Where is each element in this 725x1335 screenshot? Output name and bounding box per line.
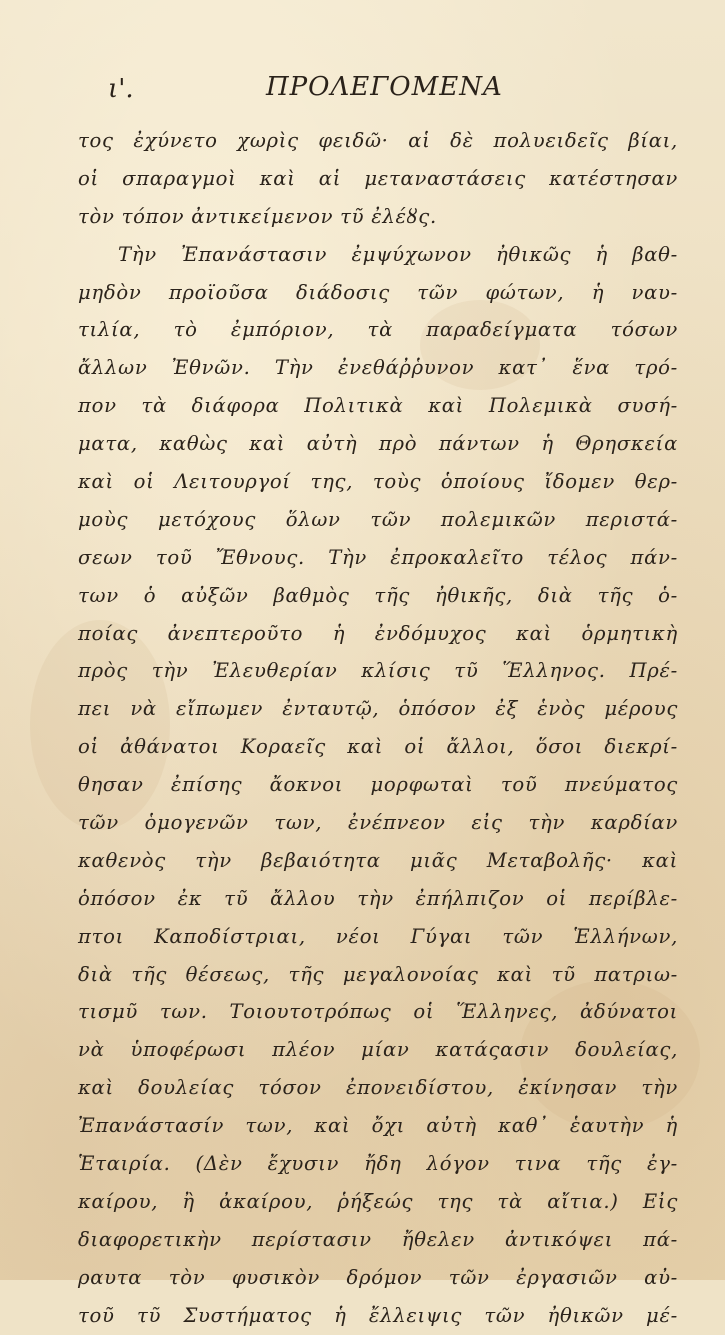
text-line: πρὸς τὴν Ἐλευθερίαν κλίσις τῦ Ἕλληνος. Πρέ- (78, 659, 678, 683)
text-line: Ἐπανάστασίν των, καὶ ὄχι αὐτὴ καθ᾽ ἑαυτὴν ἡ (78, 1114, 678, 1138)
text-line: πον τὰ διάφορα Πολιτικὰ καὶ Πολεμικὰ συσή- (78, 394, 678, 418)
text-line: πει νὰ εἴπωμεν ἐνταυτῷ, ὁπόσον ἐξ ἑνὸς μέρους (78, 697, 678, 721)
text-line: θησαν ἐπίσης ἄοκνοι μορφωταὶ τοῦ πνεύματος (78, 773, 678, 797)
text-line: μοὺς μετόχους ὅλων τῶν πολεμικῶν περιστά- (78, 507, 678, 531)
text-line: νὰ ὑποφέρωσι πλέον μίαν κατάςασιν δουλείας, (78, 1038, 678, 1062)
text-line: τοῦ τῦ Συστήματος ἡ ἔλλειψις τῶν ἠθικῶν μέ- (78, 1303, 678, 1327)
page-header (108, 72, 528, 112)
text-line: καὶ δουλείας τόσον ἐπονειδίστου, ἐκίνησαν τὴν (78, 1076, 678, 1100)
text-line: τὸν τόπον ἀντικείμενον τῦ ἐλέȣς. (78, 204, 437, 228)
text-line: τισμῦ των. Τοιουτοτρόπως οἱ Ἕλληνες, ἀδύνατοι (78, 1000, 678, 1024)
text-line: των ὁ αὐξῶν βαθμὸς τῆς ἠθικῆς, διὰ τῆς ὁ- (78, 583, 678, 607)
text-line: καίρου, ἢ ἀκαίρου, ῥήξεώς της τὰ αἴτια.) Εἰς (78, 1189, 678, 1213)
text-line: διὰ τῆς θέσεως, τῆς μεγαλονοίας καὶ τῦ πατριω- (78, 962, 678, 986)
page-number: ι'. (108, 74, 134, 104)
body-text (78, 122, 678, 1335)
text-line: τος ἐχύνετο χωρὶς φειδῶ· αἱ δὲ πολυειδεῖς βίαι, (78, 129, 678, 152)
text-line: διαφορετικὴν περίστασιν ἤθελεν ἀντικόψει πά- (78, 1227, 678, 1251)
running-title: ΠΡΟΛΕΓΟΜΕΝΑ (266, 72, 503, 102)
text-line: σεων τοῦ Ἔθνους. Τὴν ἐπροκαλεῖτο τέλος πάν- (78, 545, 678, 569)
text-line: ποίας ἀνεπτεροῦτο ἡ ἐνδόμυχος καὶ ὁρμητικὴ (78, 621, 678, 645)
text-line: Τὴν Ἐπανάστασιν ἐμψύχωνον ἠθικῶς ἡ βαθ- (118, 242, 678, 266)
text-line: καθενὸς τὴν βεβαιότητα μιᾶς Μεταβολῆς· καὶ (78, 848, 678, 872)
text-line: μηδὸν προϊοῦσα διάδοσις τῶν φώτων, ἡ ναυ- (78, 280, 678, 304)
text-line: πτοι Καποδίστριαι, νέοι Γύγαι τῶν Ἑλλήνων, (78, 924, 678, 948)
text-line: ἄλλων Ἐθνῶν. Τὴν ἐνεθάῤῥυνον κατ᾽ ἕνα τρό- (78, 356, 678, 380)
text-line: ραυτα τὸν φυσικὸν δρόμον τῶν ἐργασιῶν αὐ- (78, 1265, 678, 1289)
text-line: οἱ σπαραγμοὶ καὶ αἱ μεταναστάσεις κατέστησαν (78, 166, 678, 190)
text-line: οἱ ἀθάνατοι Κοραεῖς καὶ οἱ ἄλλοι, ὅσοι διεκρί- (78, 735, 678, 759)
text-line: καὶ οἱ Λειτουργοί της, τοὺς ὁποίους ἴδομεν θερ- (78, 470, 678, 494)
text-line: ματα, καθὼς καὶ αὐτὴ πρὸ πάντων ἡ Θρησκεία (78, 432, 678, 456)
text-line: τῶν ὁμογενῶν των, ἐνέπνεον εἰς τὴν καρδίαν (78, 811, 678, 835)
text-line: Ἑταιρία. (Δὲν ἔχυσιν ἤδη λόγον τινα τῆς ἐγ- (78, 1152, 678, 1176)
text-line: τιλία, τὸ ἐμπόριον, τὰ παραδείγματα τόσων (78, 318, 678, 342)
text-line: ὁπόσον ἐκ τῦ ἄλλου τὴν ἐπήλπιζον οἱ περίβλε- (78, 886, 678, 910)
